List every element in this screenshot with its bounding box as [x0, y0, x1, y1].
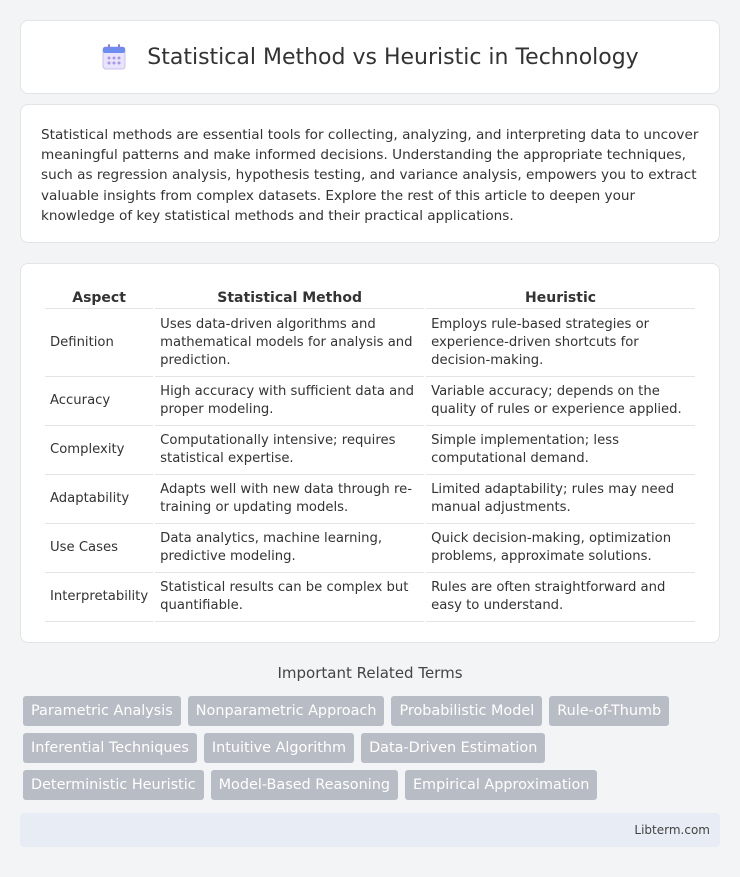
column-header-heuristic: Heuristic — [426, 284, 695, 309]
footer-site-link[interactable]: Libterm.com — [634, 823, 710, 837]
related-terms-list — [23, 696, 723, 800]
row-aspect: Complexity — [45, 426, 153, 475]
table-row — [45, 475, 695, 524]
table-header-row — [45, 284, 695, 309]
related-terms-title: Important Related Terms — [277, 664, 463, 682]
row-heuristic: Limited adaptability; rules may need manual adjustments. — [426, 475, 695, 524]
intro-paragraph: Statistical methods are essential tools for collecting, analyzing, and interpreting data to uncover meaningful patterns and make informed decisions. Understanding the appropriate techniques, such as regression analysis, hypothesis testing, and variance analysis, empowers you to extract valuable insights from complex datasets. Explore the rest of this article to deepen your knowledge of key statistical methods and their practical applications. — [41, 127, 699, 224]
row-aspect: Interpretability — [45, 573, 153, 622]
row-statistical: Computationally intensive; requires statistical expertise. — [155, 426, 424, 475]
row-statistical: Statistical results can be complex but quantifiable. — [155, 573, 424, 622]
header-card — [20, 20, 720, 94]
footer — [20, 813, 720, 847]
comparison-table-card — [20, 263, 720, 643]
column-header-statistical: Statistical Method — [155, 284, 424, 309]
row-heuristic: Rules are often straightforward and easy to understand. — [426, 573, 695, 622]
related-term-tag[interactable]: Inferential Techniques — [23, 733, 197, 763]
related-term-tag[interactable]: Probabilistic Model — [391, 696, 542, 726]
related-term-tag[interactable]: Model-Based Reasoning — [211, 770, 398, 800]
row-heuristic: Simple implementation; less computational demand. — [426, 426, 695, 475]
row-statistical: Uses data-driven algorithms and mathematical models for analysis and prediction. — [155, 309, 424, 377]
table-row — [45, 524, 695, 573]
row-heuristic: Quick decision-making, optimization problems, approximate solutions. — [426, 524, 695, 573]
row-statistical: Adapts well with new data through re-training or updating models. — [155, 475, 424, 524]
related-term-tag[interactable]: Intuitive Algorithm — [204, 733, 354, 763]
comparison-table — [43, 284, 697, 622]
related-term-tag[interactable]: Deterministic Heuristic — [23, 770, 204, 800]
page-title: Statistical Method vs Heuristic in Technology — [147, 44, 639, 70]
column-header-aspect: Aspect — [45, 284, 153, 309]
table-row — [45, 377, 695, 426]
table-row — [45, 573, 695, 622]
row-aspect: Accuracy — [45, 377, 153, 426]
calendar-icon — [101, 43, 127, 71]
related-term-tag[interactable]: Data-Driven Estimation — [361, 733, 545, 763]
related-term-tag[interactable]: Rule-of-Thumb — [549, 696, 669, 726]
related-term-tag[interactable]: Parametric Analysis — [23, 696, 181, 726]
intro-card — [20, 104, 720, 243]
row-heuristic: Variable accuracy; depends on the quality of rules or experience applied. — [426, 377, 695, 426]
row-aspect: Adaptability — [45, 475, 153, 524]
table-row — [45, 309, 695, 377]
related-term-tag[interactable]: Empirical Approximation — [405, 770, 597, 800]
table-row — [45, 426, 695, 475]
row-heuristic: Employs rule-based strategies or experience-driven shortcuts for decision-making. — [426, 309, 695, 377]
row-statistical: Data analytics, machine learning, predictive modeling. — [155, 524, 424, 573]
related-term-tag[interactable]: Nonparametric Approach — [188, 696, 385, 726]
row-aspect: Use Cases — [45, 524, 153, 573]
row-statistical: High accuracy with sufficient data and proper modeling. — [155, 377, 424, 426]
row-aspect: Definition — [45, 309, 153, 377]
